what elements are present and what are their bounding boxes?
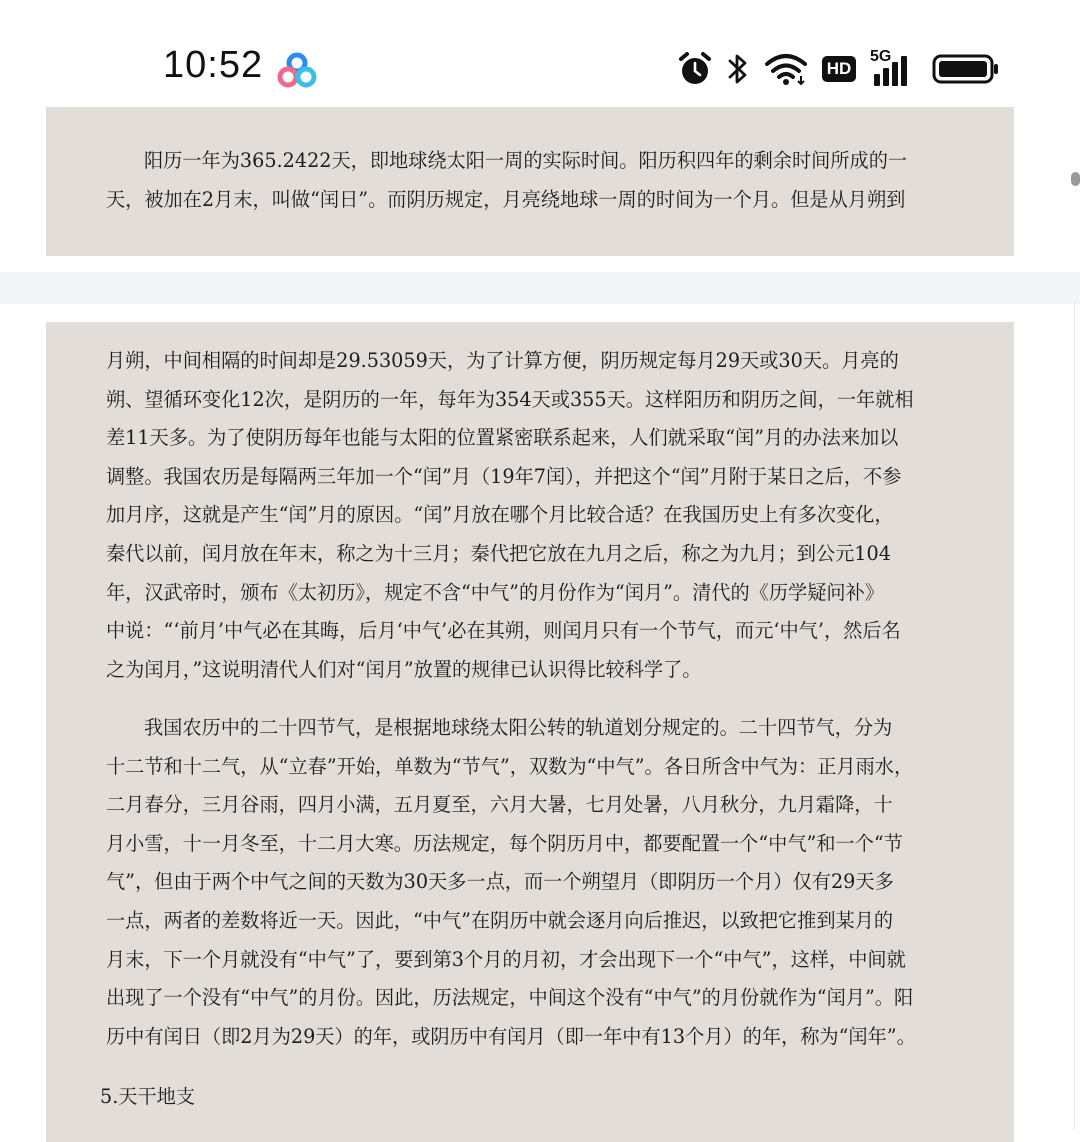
alarm-icon [678,51,712,87]
text-line: 月朔，中间相隔的时间却是29.53059天，为了计算方便，阴历规定每月29天或30天。月亮的 [106,349,899,372]
hd-badge: HD [822,56,856,82]
page-gap [0,272,1080,304]
text-line: 我国农历中的二十四节气，是根据地球绕太阳公转的轨道划分规定的。二十四节气，分为 [144,716,893,739]
text-line: 气”，但由于两个中气之间的天数为30天多一点，而一个朔望月（即阴历一个月）仅有29天多 [106,870,894,894]
status-icons [678,48,1000,90]
text-line: 年，汉武帝时，颁布《太初历》，规定不含“中气”的月份作为“闰月”。清代的《历学疑问补》 [106,580,884,604]
app-notification-icon [276,50,318,90]
section-heading-tiangan-dizhi: 5.天干地支 [100,1085,196,1108]
text-line: 朔、望循环变化12次，是阴历的一年，每年为354天或355天。这样阳历和阴历之间，一年就相 [106,387,914,411]
bluetooth-icon [726,51,750,87]
text-line: 二月春分，三月谷雨，四月小满，五月夏至，六月大暑，七月处暑，八月秋分，九月霜降，十 [106,793,893,817]
text-line: 之为闰月，”这说明清代人们对“闰月”放置的规律已认识得比较科学了。 [106,657,702,681]
scrollbar-thumb[interactable] [1071,172,1080,186]
status-bar [0,0,1080,107]
text-line: 差11天多。为了使阴历每年也能与太阳的位置紧密联系起来，人们就采取“闰”月的办法来加以 [106,426,899,450]
text-line: 十二节和十二气，从“立春”开始，单数为“节气”，双数为“中气”。各日所含中气为：正月雨水， [106,754,914,778]
paragraph-solar-terms [106,709,916,1056]
network-type-label: 5G [870,48,892,65]
status-time: 10:52 [163,44,264,86]
text-line: 秦代以前，闰月放在年末，称之为十三月；秦代把它放在九月之后，称之为九月；到公元104 [106,541,891,565]
scroll-track [1074,300,1075,1130]
text-line: 阳历一年为365.2422天，即地球绕太阳一周的实际时间。阳历积四年的剩余时间所成的一 [144,149,908,172]
text-line: 月小雪，十一月冬至，十二月大寒。历法规定，每个阴历月中，都要配置一个“中气”和一个“节 [106,831,903,855]
text-line: 中说：“‘前月’中气必在其晦，后月‘中气’必在其朔，则闰月只有一个节气，而元‘中气’，然后名 [106,619,901,643]
paragraph-leap-day [106,142,906,219]
text-line: 天，被加在2月末，叫做“闰日”。而阴历规定，月亮绕地球一周的时间为一个月。但是从月朔到 [106,187,906,211]
paragraph-leap-month [106,342,914,689]
text-line: 加月序，这就是产生“闰”月的原因。“闰”月放在哪个月比较合适？在我国历史上有多次变化， [106,503,894,527]
cellular-signal-icon [870,48,918,86]
document-page-2 [46,322,1014,1142]
battery-icon [932,52,1000,86]
text-line: 历中有闰日（即2月为29天）的年，或阴历中有闰月（即一年中有13个月）的年，称为“闰年”。 [106,1024,916,1048]
text-line: 一点，两者的差数将近一天。因此，“中气”在阴历中就会逐月向后推迟，以致把它推到某月的 [106,908,894,932]
text-line: 出现了一个没有“中气”的月份。因此，历法规定，中间这个没有“中气”的月份就作为“闰月”。阳 [106,986,914,1010]
text-line: 调整。我国农历是每隔两三年加一个“闰”月（19年7闰），并把这个“闰”月附于某日之后，不参 [106,464,902,488]
wifi-icon [764,52,808,86]
document-page-1 [46,100,1014,256]
text-line: 月末，下一个月就没有“中气”了，要到第3个月的月初，才会出现下一个“中气”，这样，中间就 [106,947,906,971]
